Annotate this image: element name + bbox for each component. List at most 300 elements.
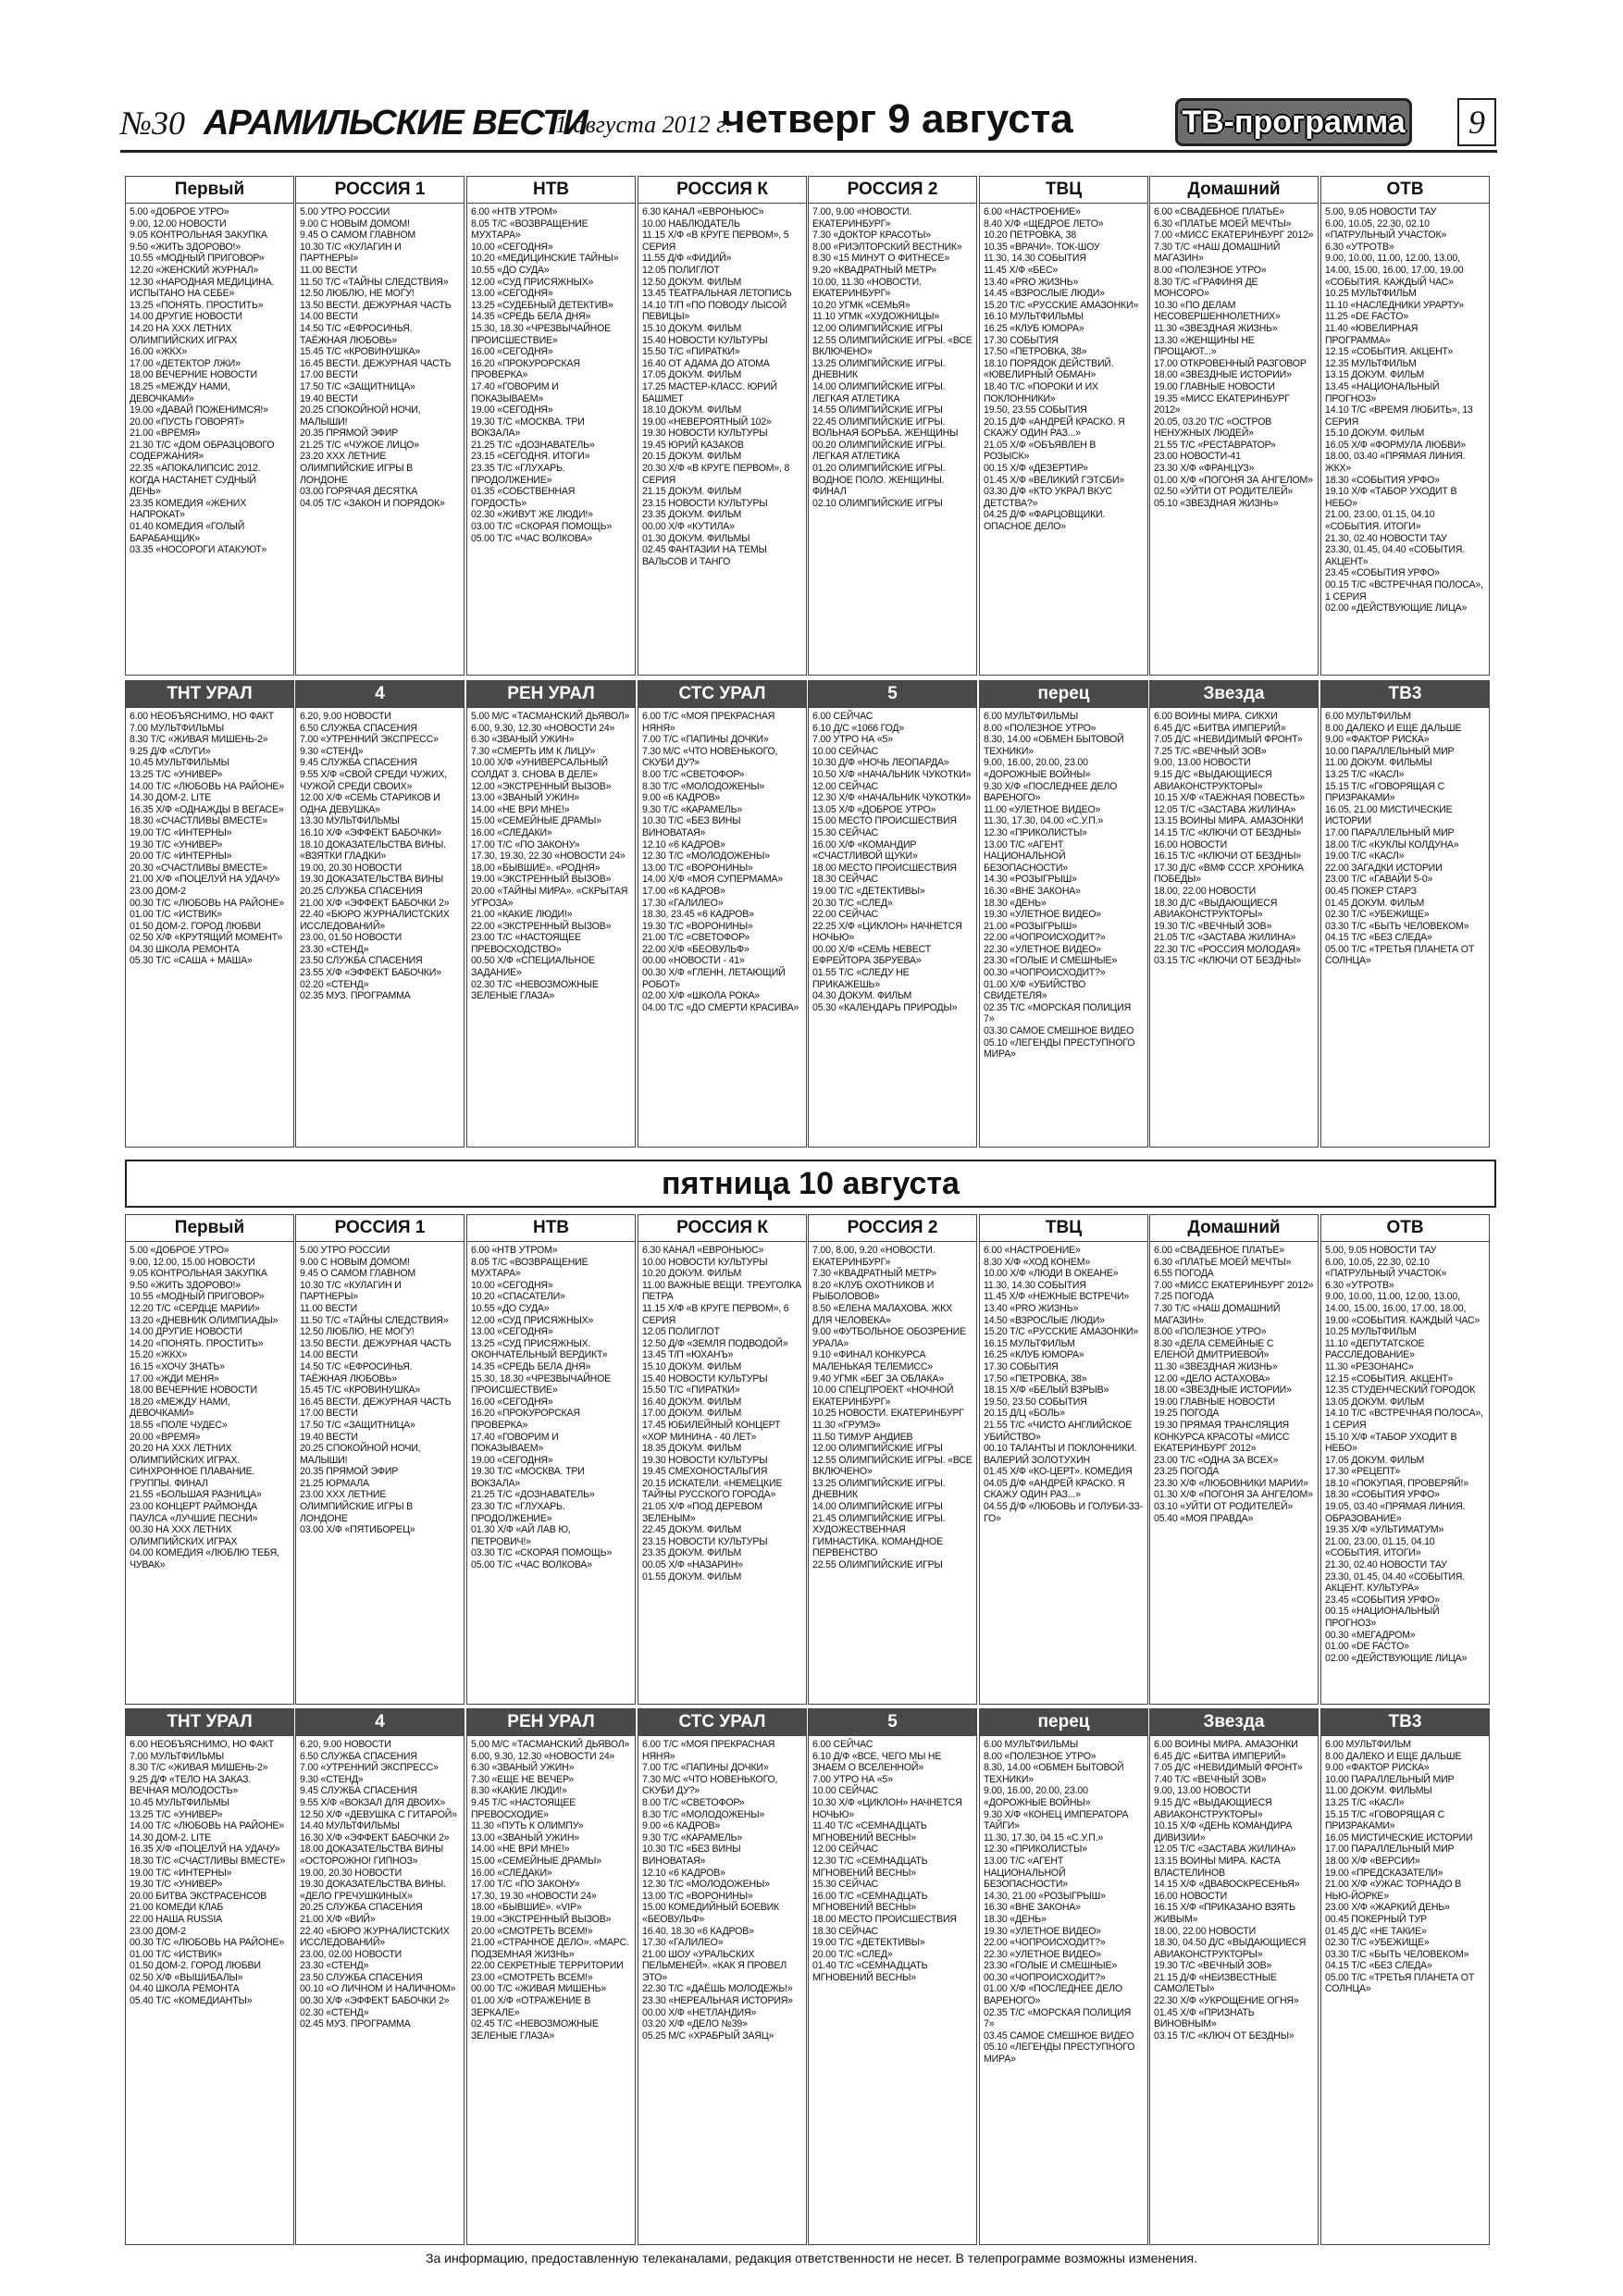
program-item: 16.05, 21.00 МИСТИЧЕСКИЕ ИСТОРИИ — [1325, 803, 1453, 827]
program-item: 10.20 УГМК «СЕМЬЯ» — [812, 299, 911, 311]
program-item: 13.25 ОЛИМПИЙСКИЕ ИГРЫ. ДНЕВНИК — [812, 1477, 946, 1501]
program-item: 12.20 «ЖЕНСКИЙ ЖУРНАЛ» — [130, 264, 259, 276]
program-item: 21.25 Т/С «ДОЗНАВАТЕЛЬ» — [471, 1489, 595, 1501]
program-item: 21.30, 02.40 НОВОСТИ ТАУ — [1325, 532, 1447, 544]
program-item: 17.00 «6 КАДРОВ» — [642, 885, 725, 897]
program-item: 19.05, 03.40 «ПРЯМАЯ ЛИНИЯ. ОБРАЗОВАНИЕ» — [1325, 1501, 1466, 1524]
program-item: 10.45 МУЛЬТФИЛЬМЫ — [130, 1796, 229, 1808]
program-item: 17.30, 19.30, 22.30 «НОВОСТИ 24» — [471, 850, 626, 863]
program-item: 19.30 Т/С «УНИВЕР» — [130, 838, 223, 850]
program-item: 19.25 ПОГОДА — [1154, 1408, 1220, 1420]
program-item: 14.20 «ПОНЯТЬ. ПРОСТИТЬ» — [130, 1337, 264, 1349]
program-item: 9.00 «ФАКТОР РИСКА» — [1325, 734, 1430, 746]
program-item: 13.20 «ДНЕВНИК ОЛИМПИАДЫ» — [130, 1314, 279, 1326]
program-item: 23.30, 01.45, 04.40 «СОБЫТИЯ. АКЦЕНТ. КУЛЬТУРА» — [1325, 1570, 1466, 1595]
program-item: 14.00 ВЕСТИ — [300, 311, 358, 323]
channel-name: РОССИЯ 2 — [847, 1218, 938, 1237]
program-item: 8.30 «15 МИНУТ О ФИТНЕСЕ» — [812, 253, 950, 265]
channel-logo — [126, 1709, 293, 1736]
program-item: 00.10 ТАЛАНТЫ И ПОКЛОННИКИ. ВАЛЕРИЙ ЗОЛОТУХИН — [984, 1443, 1137, 1466]
channel-name: перец — [1037, 1712, 1090, 1731]
program-item: 16.05 Х/Ф «ФОРМУЛА ЛЮБВИ» — [1325, 439, 1466, 451]
program-item: 21.05 Х/Ф «ПОД ДЕРЕВОМ ЗЕЛЕНЫМ» — [642, 1501, 762, 1524]
program-item: 5.00 УТРО РОССИИ — [300, 1245, 390, 1256]
program-item: 21.25 Т/С «ЧУЖОЕ ЛИЦО» — [300, 439, 419, 451]
program-item: 12.15 «СОБЫТИЯ. АКЦЕНТ» — [1325, 346, 1454, 358]
program-item: 8.00 ДАЛЕКО И ЕЩЕ ДАЛЬШЕ — [1325, 1750, 1462, 1762]
program-item: 17.00 ДОКУМ. ФИЛЬМ — [642, 1408, 742, 1420]
program-item: 19.00, 20.30 НОВОСТИ — [300, 862, 403, 874]
program-item: 21.15 ДОКУМ. ФИЛЬМ — [642, 486, 742, 498]
program-item: 7.00 «УТРЕННИЙ ЭКСПРЕСС» — [300, 1762, 439, 1774]
program-item: 02.10 ОЛИМПИЙСКИЕ ИГРЫ — [812, 497, 943, 509]
program-item: 19.30 Т/С «МОСКВА. ТРИ ВОКЗАЛА» — [471, 416, 585, 440]
program-item: 19.10 Х/Ф «ТАБОР УХОДИТ В НЕБО» — [1325, 486, 1457, 509]
program-item: 18.00 Т/С «КУКЛЫ КОЛДУНА» — [1325, 838, 1459, 850]
program-item: 12.05 ПОЛИГЛОТ — [642, 264, 720, 276]
channel-logo — [809, 177, 976, 204]
program-item: 13.05 ДОКУМ. ФИЛЬМ — [1325, 1396, 1425, 1408]
program-item: 12.35 СТУДЕНЧЕСКИЙ ГОРОДОК — [1325, 1384, 1476, 1396]
program-item: 10.50 Х/Ф «НАЧАЛЬНИК ЧУКОТКИ» — [812, 768, 972, 780]
program-item: 11.00 ВЕСТИ — [300, 1302, 357, 1314]
program-item: 17.05 ДОКУМ. ФИЛЬМ — [1325, 1454, 1425, 1466]
program-item: 16.00 «СЕГОДНЯ» — [471, 346, 553, 358]
program-item: 14.30 ДОМ-2. LITE — [130, 792, 211, 804]
program-item: 9.30 Т/С «КАРАМЕЛЬ» — [642, 1831, 743, 1843]
program-item: 9.50 «ЖИТЬ ЗДОРОВО!» — [130, 1279, 241, 1291]
program-item: 23.30 «ГОЛЫЕ И СМЕШНЫЕ» — [984, 1960, 1118, 1972]
program-item: 00.05 Х/Ф «НАЗАРИН» — [642, 1559, 743, 1571]
program-item: 8.30 Т/С «ЖИВАЯ МИШЕНЬ-2» — [130, 734, 268, 746]
program-item: 17.00 Т/С «ПО ЗАКОНУ» — [471, 838, 580, 850]
program-item: 10.30 Т/С «КУЛАГИН И ПАРТНЕРЫ» — [300, 241, 402, 265]
program-list — [1150, 204, 1318, 512]
program-item: 23.00 «СМОТРЕТЬ ВСЕМ!» — [471, 1971, 593, 1983]
program-item: 19.00 «ЭКСТРЕННЫЙ ВЫЗОВ» — [471, 1913, 612, 1925]
program-list — [296, 708, 464, 1005]
header-rule — [120, 150, 1497, 153]
program-item: 11.00 ВЕСТИ — [300, 264, 357, 276]
program-item: 22.00 Х/Ф «БЕОВУЛЬФ» — [642, 943, 750, 955]
program-item: 16.00 «СЛЕДАКИ» — [471, 1867, 552, 1879]
program-item: 02.30 Т/С «УБЕЖИЩЕ» — [1325, 909, 1430, 921]
program-item: 8.00 «ПОЛЕЗНОЕ УТРО» — [984, 722, 1096, 734]
channel-column — [638, 1708, 807, 2245]
program-item: 9.00 «ФУТБОЛЬНОЕ ОБОЗРЕНИЕ УРАЛА» — [812, 1326, 966, 1349]
program-item: 8.40 Х/Ф «ЩЕДРОЕ ЛЕТО» — [984, 217, 1104, 230]
program-item: 00.15 Т/С «ВСТРЕЧНАЯ ПОЛОСА», 1 СЕРИЯ — [1325, 579, 1483, 602]
program-item: 11.50 ТИМУР АНДИЕВ — [812, 1431, 913, 1443]
program-item: 20.15 ДОКУМ. ФИЛЬМ — [642, 451, 742, 463]
program-item: 11.30, 17.30, 04.15 «С.У.П.» — [984, 1831, 1104, 1843]
program-list — [980, 1242, 1147, 1527]
program-item: 6.00 МУЛЬТФИЛЬМ — [1325, 711, 1411, 722]
program-item: 14.00 Х/Ф «МОЯ СУПЕРМАМА» — [642, 874, 784, 886]
program-item: 10.00 НОВОСТИ КУЛЬТУРЫ — [642, 1256, 768, 1268]
channel-column — [808, 680, 977, 1148]
channel-column — [295, 1708, 465, 2245]
program-item: 21.00 Х/Ф «ВИЙ» — [300, 1913, 376, 1925]
program-item: 9.45 СЛУЖБА СПАСЕНИЯ — [300, 757, 417, 769]
program-item: 9.15 Д/С «ВЫДАЮЩИЕСЯ АВИАКОНСТРУКТОРЫ» — [1154, 1796, 1272, 1820]
program-item: 7.00 «УТРЕННИЙ ЭКСПРЕСС» — [300, 734, 439, 746]
channel-column — [1149, 1708, 1319, 2245]
program-item: 23.00 Т/С «ОДНА ЗА ВСЕХ» — [1154, 1454, 1279, 1466]
program-item: 17.40 «ГОВОРИМ И ПОКАЗЫВАЕМ» — [471, 1431, 559, 1455]
program-item: 11.30 «РЕЗОНАНС» — [1325, 1360, 1414, 1372]
program-item: 19.00 «НЕВЕРОЯТНЫЙ 102» — [642, 416, 772, 428]
program-item: 6.50 СЛУЖБА СПАСЕНИЯ — [300, 722, 417, 734]
program-item: 14.00 ДРУГИЕ НОВОСТИ — [130, 1326, 242, 1338]
program-item: 13.25 Т/С «УНИВЕР» — [130, 768, 223, 780]
program-item: 9.45 О САМОМ ГЛАВНОМ — [300, 230, 416, 242]
channel-column — [1320, 176, 1490, 676]
program-list — [638, 1736, 806, 2044]
channel-logo — [1321, 1709, 1489, 1736]
program-item: 21.55 Т/С «ЧИСТО АНГЛИЙСКОЕ УБИЙСТВО» — [984, 1419, 1133, 1443]
program-item: 10.00 СПЕЦПРОЕКТ «НОЧНОЙ ЕКАТЕРИНБУРГ» — [812, 1384, 954, 1408]
channel-name: СТС УРАЛ — [678, 684, 766, 703]
channel-logo — [296, 1709, 464, 1736]
program-list — [467, 204, 635, 547]
program-item: 03.20 Х/Ф «ДЕЛО №39» — [642, 2018, 748, 2030]
program-item: 23.45 «СОБЫТИЯ УРФО» — [1325, 1594, 1440, 1606]
program-item: 15.20 Т/С «РУССКИЕ АМАЗОНКИ» — [984, 299, 1139, 311]
channel-logo — [809, 1709, 976, 1736]
program-item: 02.00 Х/Ф «ШКОЛА РОКА» — [642, 990, 760, 1002]
program-item: 05.10 «ЗВЕЗДНАЯ ЖИЗНЬ» — [1154, 497, 1279, 509]
program-item: 12.00 «ЭКСТРЕННЫЙ ВЫЗОВ» — [471, 780, 612, 792]
program-item: 12.05 ПОЛИГЛОТ — [642, 1326, 720, 1338]
channel-logo — [467, 1709, 635, 1736]
program-item: 9.00, 10.00, 11.00, 12.00, 13.00, 14.00, 15.00, 16.00, 17.00, 18.00, 19.00 «СОБЫТИЯ. КАЖДЫЙ ЧАС» — [1325, 1291, 1481, 1326]
program-item: 10.30 Д/Ф «НОЧЬ ЛЕОПАРДА» — [812, 757, 949, 769]
program-item: 11.15 Х/Ф «В КРУГЕ ПЕРВОМ», 5 СЕРИЯ — [642, 230, 789, 253]
channel-name: ТВЦ — [1045, 1218, 1083, 1237]
program-item: 7.00, 9.00 «НОВОСТИ. ЕКАТЕРИНБУРГ» — [812, 206, 912, 230]
program-item: 05.00 Т/С «ЧАС ВОЛКОВА» — [471, 532, 592, 544]
program-item: 17.00 ВЕСТИ — [300, 1408, 358, 1420]
program-item: 12.20 Т/С «СЕРДЦЕ МАРИИ» — [130, 1302, 260, 1314]
program-item: 22.40 «БЮРО ЖУРНАЛИСТСКИХ ИССЛЕДОВАНИЙ» — [300, 909, 450, 932]
program-item: 9.05 КОНТРОЛЬНАЯ ЗАКУПКА — [130, 1268, 267, 1280]
channel-logo — [1150, 177, 1318, 204]
program-item: 6.00 ВОИНЫ МИРА. АМАЗОНКИ — [1154, 1739, 1298, 1750]
program-item: 7.30 Т/С «НАШ ДОМАШНИЙ МАГАЗИН» — [1154, 241, 1281, 265]
channel-column — [466, 1708, 636, 2245]
program-item: 11.45 Х/Ф «БЕС» — [984, 264, 1059, 276]
program-item: 02.35 МУЗ. ПРОГРАММА — [300, 990, 411, 1002]
program-item: 7.05 Д/С «НЕВИДИМЫЙ ФРОНТ» — [1154, 1762, 1303, 1774]
program-item: 17.50 Т/С «ЗАЩИТНИЦА» — [300, 1419, 415, 1431]
program-list — [1150, 1736, 1318, 2044]
program-item: 11.15 Х/Ф «В КРУГЕ ПЕРВОМ», 6 СЕРИЯ — [642, 1302, 789, 1326]
program-item: 6.00 СЕЙЧАС — [812, 1739, 873, 1750]
program-list — [1321, 1242, 1489, 1667]
program-item: 15.15 Т/С «ГОВОРЯЩАЯ С ПРИЗРАКАМИ» — [1325, 1808, 1445, 1832]
program-item: 12.30 «ПРИКОЛИСТЫ» — [984, 1843, 1087, 1855]
program-item: 5.00 М/С «ТАСМАНСКИЙ ДЬЯВОЛ» — [471, 711, 630, 722]
channel-logo — [809, 1215, 976, 1242]
program-item: 10.15 Х/Ф «ДЕНЬ КОМАНДИРА ДИВИЗИИ» — [1154, 1820, 1293, 1843]
program-item: 18.30 «СЧАСТЛИВЫ ВМЕСТЕ» — [130, 815, 267, 827]
program-item: 11.40 «ЮВЕЛИРНАЯ ПРОГРАММА» — [1325, 322, 1419, 346]
program-item: 9.15 Д/С «ВЫДАЮЩИЕСЯ АВИАКОНСТРУКТОРЫ» — [1154, 768, 1272, 792]
channel-logo — [980, 1215, 1147, 1242]
channel-name: РОССИЯ 1 — [334, 180, 426, 199]
program-item: 7.30 «КВАДРАТНЫЙ МЕТР» — [812, 1268, 936, 1280]
program-item: 18.20 «МЕЖДУ НАМИ, ДЕВОЧКАМИ» — [130, 1396, 230, 1420]
program-item: 17.30, 19.30 «НОВОСТИ 24» — [471, 1890, 597, 1902]
program-item: 01.45 ДОКУМ. ФИЛЬМ — [1325, 897, 1425, 909]
program-item: 00.30 Т/С «ЛЮБОВЬ НА РАЙОНЕ» — [130, 1937, 284, 1949]
program-item: 8.20 «КЛУБ ОХОТНИКОВ И РЫБОЛОВОВ» — [812, 1279, 935, 1303]
channel-column — [638, 176, 807, 676]
program-item: 20.15 Д/Ц «БОЛЬ» — [984, 1408, 1065, 1420]
program-item: 18.00 «БЫВШИЕ». «РОДНЯ» — [471, 862, 601, 874]
program-item: 6.30 «ПЛАТЬЕ МОЕЙ МЕЧТЫ» — [1154, 217, 1292, 230]
program-item: 6.30 «УТРОТВ» — [1325, 1279, 1394, 1291]
program-item: 20.00 «ТАЙНЫ МИРА». «СКРЫТАЯ УГРОЗА» — [471, 885, 628, 909]
program-item: 10.45 МУЛЬТФИЛЬМЫ — [130, 757, 229, 769]
channel-column — [125, 680, 294, 1148]
channel-column — [979, 1214, 1148, 1705]
program-item: 00.00 «НОВОСТИ - 41» — [642, 955, 745, 967]
program-item: 14.55 ОЛИМПИЙСКИЕ ИГРЫ — [812, 404, 943, 416]
program-item: 11.50 Т/С «ТАЙНЫ СЛЕДСТВИЯ» — [300, 1314, 449, 1326]
program-item: 18.30 СЕЙЧАС — [812, 1925, 878, 1937]
program-item: 05.25 М/С «ХРАБРЫЙ ЗАЯЦ» — [642, 2029, 774, 2042]
program-item: 18.00 МЕСТО ПРОИСШЕСТВИЯ — [812, 862, 957, 874]
program-item: 14.50 Т/С «ЕФРОСИНЬЯ. ТАЁЖНАЯ ЛЮБОВЬ» — [300, 322, 413, 346]
program-item: 12.50 Д/Ф «ЗЕМЛЯ ПОДВОДОЙ» — [642, 1337, 788, 1349]
program-item: 14.00 ДРУГИЕ НОВОСТИ — [130, 311, 242, 323]
program-item: 9.40 УГМК «БЕГ ЗА ОБЛАКА» — [812, 1372, 945, 1384]
program-item: 13.00 Т/С «ВОРОНИНЫ» — [642, 1890, 753, 1902]
channel-logo — [1321, 177, 1489, 204]
channel-logo — [638, 1215, 806, 1242]
program-item: 14.30, 21.00 «РОЗЫГРЫШ» — [984, 1890, 1106, 1902]
program-item: 6.30 «УТРОТВ» — [1325, 241, 1394, 253]
program-item: 6.00 МУЛЬТФИЛЬМ — [1325, 1739, 1411, 1750]
program-item: 18.30 «СОБЫТИЯ УРФО» — [1325, 1489, 1440, 1501]
program-item: 10.20 ДОКУМ. ФИЛЬМ — [642, 1268, 742, 1280]
channel-logo — [1321, 1215, 1489, 1242]
program-list — [809, 1242, 976, 1574]
program-item: 16.40 ОТ АДАМА ДО АТОМА — [642, 357, 770, 369]
program-item: 13.00 Т/С «АГЕНТ НАЦИОНАЛЬНОЙ БЕЗОПАСНОСТИ» — [984, 838, 1068, 874]
program-item: 7.00 УТРО НА «5» — [812, 734, 893, 746]
issue-date: 1 августа 2012 г. — [555, 111, 732, 138]
channel-name: РЕН УРАЛ — [507, 1712, 595, 1731]
program-item: 17.05 ДОКУМ. ФИЛЬМ — [642, 369, 742, 381]
channel-name: Домашний — [1187, 180, 1281, 199]
program-item: 8.00 Т/С «СВЕТОФОР» — [642, 1796, 745, 1808]
program-item: 19.35 «МИСС ЕКАТЕРИНБУРГ 2012» — [1154, 392, 1290, 416]
program-item: 01.50 ДОМ-2. ГОРОД ЛЮБВИ — [130, 920, 261, 932]
program-item: 7.30 М/С «ЧТО НОВЕНЬКОГО, СКУБИ ДУ?» — [642, 745, 778, 769]
program-item: 8.30 Т/С «МОЛОДОЖЕНЫ» — [642, 780, 765, 792]
program-item: 22.45 ДОКУМ. ФИЛЬМ — [642, 1524, 742, 1536]
program-item: 19.35 Х/Ф «УЛЬТИМАТУМ» — [1325, 1524, 1444, 1536]
program-item: 18.00 ВЕЧЕРНИЕ НОВОСТИ — [130, 1384, 257, 1396]
program-item: 22.00 СЕЙЧАС — [812, 909, 878, 921]
program-item: 10.00 ПАРАЛЛЕЛЬНЫЙ МИР — [1325, 1773, 1455, 1785]
program-item: 21.05 Т/С «ЗАСТАВА ЖИЛИНА» — [1154, 932, 1296, 944]
program-item: 03.45 САМОЕ СМЕШНОЕ ВИДЕО — [984, 2029, 1134, 2042]
program-item: 18.15 Х/Ф «БЕЛЫЙ ВЗРЫВ» — [984, 1384, 1109, 1396]
program-item: 18.00 «ЗВЕЗДНЫЕ ИСТОРИИ» — [1154, 1384, 1292, 1396]
program-item: 17.30 Д/С «ВМФ СССР. ХРОНИКА ПОБЕДЫ» — [1154, 862, 1304, 886]
program-item: 23.30 «СТЕНД» — [300, 943, 369, 955]
program-item: 8.30 «КАКИЕ ЛЮДИ!» — [471, 1785, 567, 1797]
program-item: 01.45 Х/Ф «ПРИЗНАТЬ ВИНОВНЫМ» — [1154, 2006, 1255, 2030]
channel-logo — [809, 681, 976, 708]
program-item: 19.30 Т/С «МОСКВА. ТРИ ВОКЗАЛА» — [471, 1466, 585, 1489]
program-item: 17.45 ЮБИЛЕЙНЫЙ КОНЦЕРТ «ХОР МИНИНА - 40 ЛЕТ» — [642, 1419, 781, 1443]
program-item: 21.30, 02.40 НОВОСТИ ТАУ — [1325, 1559, 1447, 1571]
program-item: 9.20 «КВАДРАТНЫЙ МЕТР» — [812, 264, 936, 276]
program-list — [980, 1736, 1147, 2068]
friday-title — [125, 1160, 1496, 1208]
program-item: 14.35 «СРЕДЬ БЕЛА ДНЯ» — [471, 1360, 591, 1372]
program-list — [126, 1242, 293, 1574]
program-item: 6.00, 10.05, 22.30, 02.10 «ПАТРУЛЬНЫЙ УЧАСТОК» — [1325, 217, 1447, 242]
channel-name: ТВЦ — [1045, 180, 1083, 199]
program-item: 10.30 Т/С «БЕЗ ВИНЫ ВИНОВАТАЯ» — [642, 815, 741, 838]
program-item: 04.55 Д/Ф «ЛЮБОВЬ И ГОЛУБИ-ЗЗ-ГО» — [984, 1501, 1144, 1524]
program-item: 7.30 «ЕЩЕ НЕ ВЕЧЕР» — [471, 1773, 574, 1785]
program-item: 10.00 СЕЙЧАС — [812, 745, 878, 757]
program-list — [296, 1736, 464, 2033]
channel-column — [1320, 680, 1490, 1148]
program-item: 17.30 «ГАЛИЛЕО» — [642, 897, 724, 909]
program-item: 19.00, 20.30 НОВОСТИ — [300, 1867, 403, 1879]
program-item: 6.00, 9.30, 12.30 «НОВОСТИ 24» — [471, 722, 615, 734]
program-item: 9.45 Т/С «НАСТОЯЩЕЕ ПРЕВОСХОДИЕ» — [471, 1796, 576, 1820]
program-item: 00.20 ОЛИМПИЙСКИЕ ИГРЫ. ЛЕГКАЯ АТЛЕТИКА — [812, 439, 946, 463]
program-item: 19.30 ДОКАЗАТЕЛЬСТВА ВИНЫ. «ДЕЛО ГРЕЧУШКИНЫХ» — [300, 1879, 446, 1902]
program-item: 9.45 О САМОМ ГЛАВНОМ — [300, 1268, 416, 1280]
program-item: 19.45 ЮРИЙ КАЗАКОВ — [642, 439, 744, 451]
channel-logo — [467, 1215, 635, 1242]
program-item: 23.00 КОНЦЕРТ РАЙМОНДА ПАУЛСА «ЛУЧШИЕ ПЕСНИ» — [130, 1501, 258, 1524]
program-item: 10.25 НОВОСТИ. ЕКАТЕРИНБУРГ — [812, 1408, 964, 1420]
program-item: 00.50 Х/Ф «СПЕЦИАЛЬНОЕ ЗАДАНИЕ» — [471, 955, 595, 979]
program-item: 23.25 ПОГОДА — [1154, 1466, 1220, 1478]
program-item: 19.40 ВЕСТИ — [300, 1431, 358, 1443]
program-item: 11.00 «УЛЕТНОЕ ВИДЕО» — [984, 803, 1101, 815]
channel-logo — [467, 681, 635, 708]
program-item: 23.00 ДОМ-2 — [130, 885, 186, 897]
program-item: 6.00 СЕЙЧАС — [812, 711, 873, 722]
program-item: 11.10 «ДЕПУТАТСКОЕ РАССЛЕДОВАНИЕ» — [1325, 1337, 1425, 1361]
program-item: 13.50 ВЕСТИ. ДЕЖУРНАЯ ЧАСТЬ — [300, 299, 452, 311]
program-item: 11.30, 17.30, 04.00 «С.У.П.» — [984, 815, 1104, 827]
program-item: 01.45 Д/С «НЕ ТАКИЕ» — [1325, 1925, 1427, 1937]
program-item: 20.00 Т/С «ИНТЕРНЫ» — [130, 850, 232, 863]
program-item: 21.55 Т/С «РЕСТАВРАТОР» — [1154, 439, 1276, 451]
program-item: 10.00 Х/Ф «ЛЮДИ В ОКЕАНЕ» — [984, 1268, 1119, 1280]
section-title: ТВ-программа — [1175, 98, 1412, 146]
program-item: 04.30 ДОКУМ. ФИЛЬМ — [812, 990, 912, 1002]
program-item: 9.25 Д/Ф «ТЕЛО НА ЗАКАЗ. ВЕЧНАЯ МОЛОДОСТЬ» — [130, 1773, 252, 1797]
program-item: 14.00 ВЕСТИ — [300, 1349, 358, 1361]
program-item: 15.10 Х/Ф «ТАБОР УХОДИТ В НЕБО» — [1325, 1431, 1457, 1455]
channel-name: ТВ3 — [1388, 1712, 1422, 1731]
program-item: 02.45 МУЗ. ПРОГРАММА — [300, 2018, 411, 2030]
program-item: 8.30, 14.00 «ОБМЕН БЫТОВОЙ ТЕХНИКИ» — [984, 1762, 1124, 1785]
program-item: 18.30 «СОБЫТИЯ УРФО» — [1325, 474, 1440, 486]
program-list — [1321, 1736, 1489, 1998]
program-item: 13.40 «PRO ЖИЗНЬ» — [984, 1302, 1079, 1314]
program-item: 13.30 МУЛЬТФИЛЬМЫ — [300, 815, 400, 827]
program-item: 05.00 Т/С «ЧАС ВОЛКОВА» — [471, 1559, 592, 1571]
program-item: 13.15 ВОИНЫ МИРА. АМАЗОНКИ — [1154, 815, 1304, 827]
program-item: 22.55 ОЛИМПИЙСКИЕ ИГРЫ — [812, 1559, 943, 1571]
program-item: 6.00 Т/С «МОЯ ПРЕКРАСНАЯ НЯНЯ» — [642, 711, 775, 734]
program-item: 02.35 Т/С «МОРСКАЯ ПОЛИЦИЯ 7» — [984, 2006, 1132, 2030]
program-item: 18.55 «ПОЛЕ ЧУДЕС» — [130, 1419, 228, 1431]
program-item: 10.30 Т/С «КУЛАГИН И ПАРТНЕРЫ» — [300, 1279, 402, 1303]
program-item: 13.30 «ЖЕНЩИНЫ НЕ ПРОЩАЮТ...» — [1154, 334, 1255, 358]
program-item: 20.15 Д/Ф «АНДРЕЙ КРАСКО. Я СКАЖУ ОДИН РАЗ...» — [984, 416, 1125, 440]
program-item: 15.30, 18.30 «ЧРЕЗВЫЧАЙНОЕ ПРОИСШЕСТВИЕ» — [471, 322, 612, 346]
program-item: 21.00 ШОУ «УРАЛЬСКИХ ПЕЛЬМЕНЕЙ». «КАК Я ПРОВЕЛ ЭТО» — [642, 1948, 787, 1983]
program-item: 5.00 М/С «ТАСМАНСКИЙ ДЬЯВОЛ» — [471, 1739, 630, 1750]
program-item: 17.00 «ДЕТЕКТОР ЛЖИ» — [130, 357, 241, 369]
program-item: 12.10 «6 КАДРОВ» — [642, 838, 725, 850]
program-item: 00.45 ПОКЕР СТАРЗ — [1325, 885, 1417, 897]
program-item: 03.10 «УЙТИ ОТ РОДИТЕЛЕЙ» — [1154, 1501, 1294, 1513]
program-item: 14.40 МУЛЬТФИЛЬМЫ — [300, 1820, 400, 1832]
program-item: 21.00 «ВРЕМЯ» — [130, 428, 201, 440]
program-item: 15.30 СЕЙЧАС — [812, 1879, 878, 1891]
channel-logo — [126, 1215, 293, 1242]
program-item: 10.55 «ДО СУДА» — [471, 1302, 550, 1314]
program-item: 05.30 Т/С «САША + МАША» — [130, 955, 253, 967]
program-item: 13.00 «СЕГОДНЯ» — [471, 1326, 553, 1338]
program-item: 15.20 «ЖКХ» — [130, 1349, 188, 1361]
program-item: 7.30 «СМЕРТЬ ИМ К ЛИЦУ» — [471, 745, 596, 757]
program-item: 13.25 Т/С «КАСЛ» — [1325, 768, 1405, 780]
program-item: 7.00, 8.00, 9.20 «НОВОСТИ. ЕКАТЕРИНБУРГ» — [812, 1245, 935, 1268]
channel-name: ТНТ УРАЛ — [167, 684, 253, 703]
program-item: 13.00 Т/С «АГЕНТ НАЦИОНАЛЬНОЙ БЕЗОПАСНОСТИ» — [984, 1855, 1068, 1891]
day-title: четверг 9 августа — [722, 96, 1073, 142]
program-item: 05.40 Т/С «КОМЕДИАНТЫ» — [130, 1995, 253, 2007]
program-item: 9.00 «6 КАДРОВ» — [642, 792, 721, 804]
program-item: 6.00 МУЛЬТФИЛЬМЫ — [984, 711, 1079, 722]
program-list — [638, 204, 806, 570]
program-item: 00.30 «ЧОПРОИСХОДИТ?» — [984, 1971, 1106, 1983]
program-item: 6.30 «ПЛАТЬЕ МОЕЙ МЕЧТЫ» — [1154, 1256, 1292, 1268]
program-list — [638, 708, 806, 1016]
program-item: 15.00 «СЕМЕЙНЫЕ ДРАМЫ» — [471, 1855, 601, 1867]
program-item: 10.30 Т/С «БЕЗ ВИНЫ ВИНОВАТАЯ» — [642, 1843, 741, 1867]
program-item: 11.55 Д/Ф «ФИДИЙ» — [642, 253, 732, 265]
program-item: 12.15 «СОБЫТИЯ. АКЦЕНТ» — [1325, 1372, 1454, 1384]
channel-name: Звезда — [1203, 684, 1265, 703]
channel-name: РОССИЯ К — [676, 1218, 768, 1237]
program-item: 19.00 «ДАВАЙ ПОЖЕНИМСЯ!» — [130, 404, 268, 416]
program-item: 18.30 «ДЕНЬ» — [984, 1913, 1047, 1925]
program-item: 04.00 КОМЕДИЯ «ЛЮБЛЮ ТЕБЯ, ЧУВАК» — [130, 1547, 279, 1571]
friday-title-text: пятница 10 августа — [662, 1165, 960, 1201]
program-item: 23.30, 01.45, 04.40 «СОБЫТИЯ. АКЦЕНТ» — [1325, 544, 1466, 567]
program-item: 6.00 Т/С «МОЯ ПРЕКРАСНАЯ НЯНЯ» — [642, 1739, 775, 1762]
